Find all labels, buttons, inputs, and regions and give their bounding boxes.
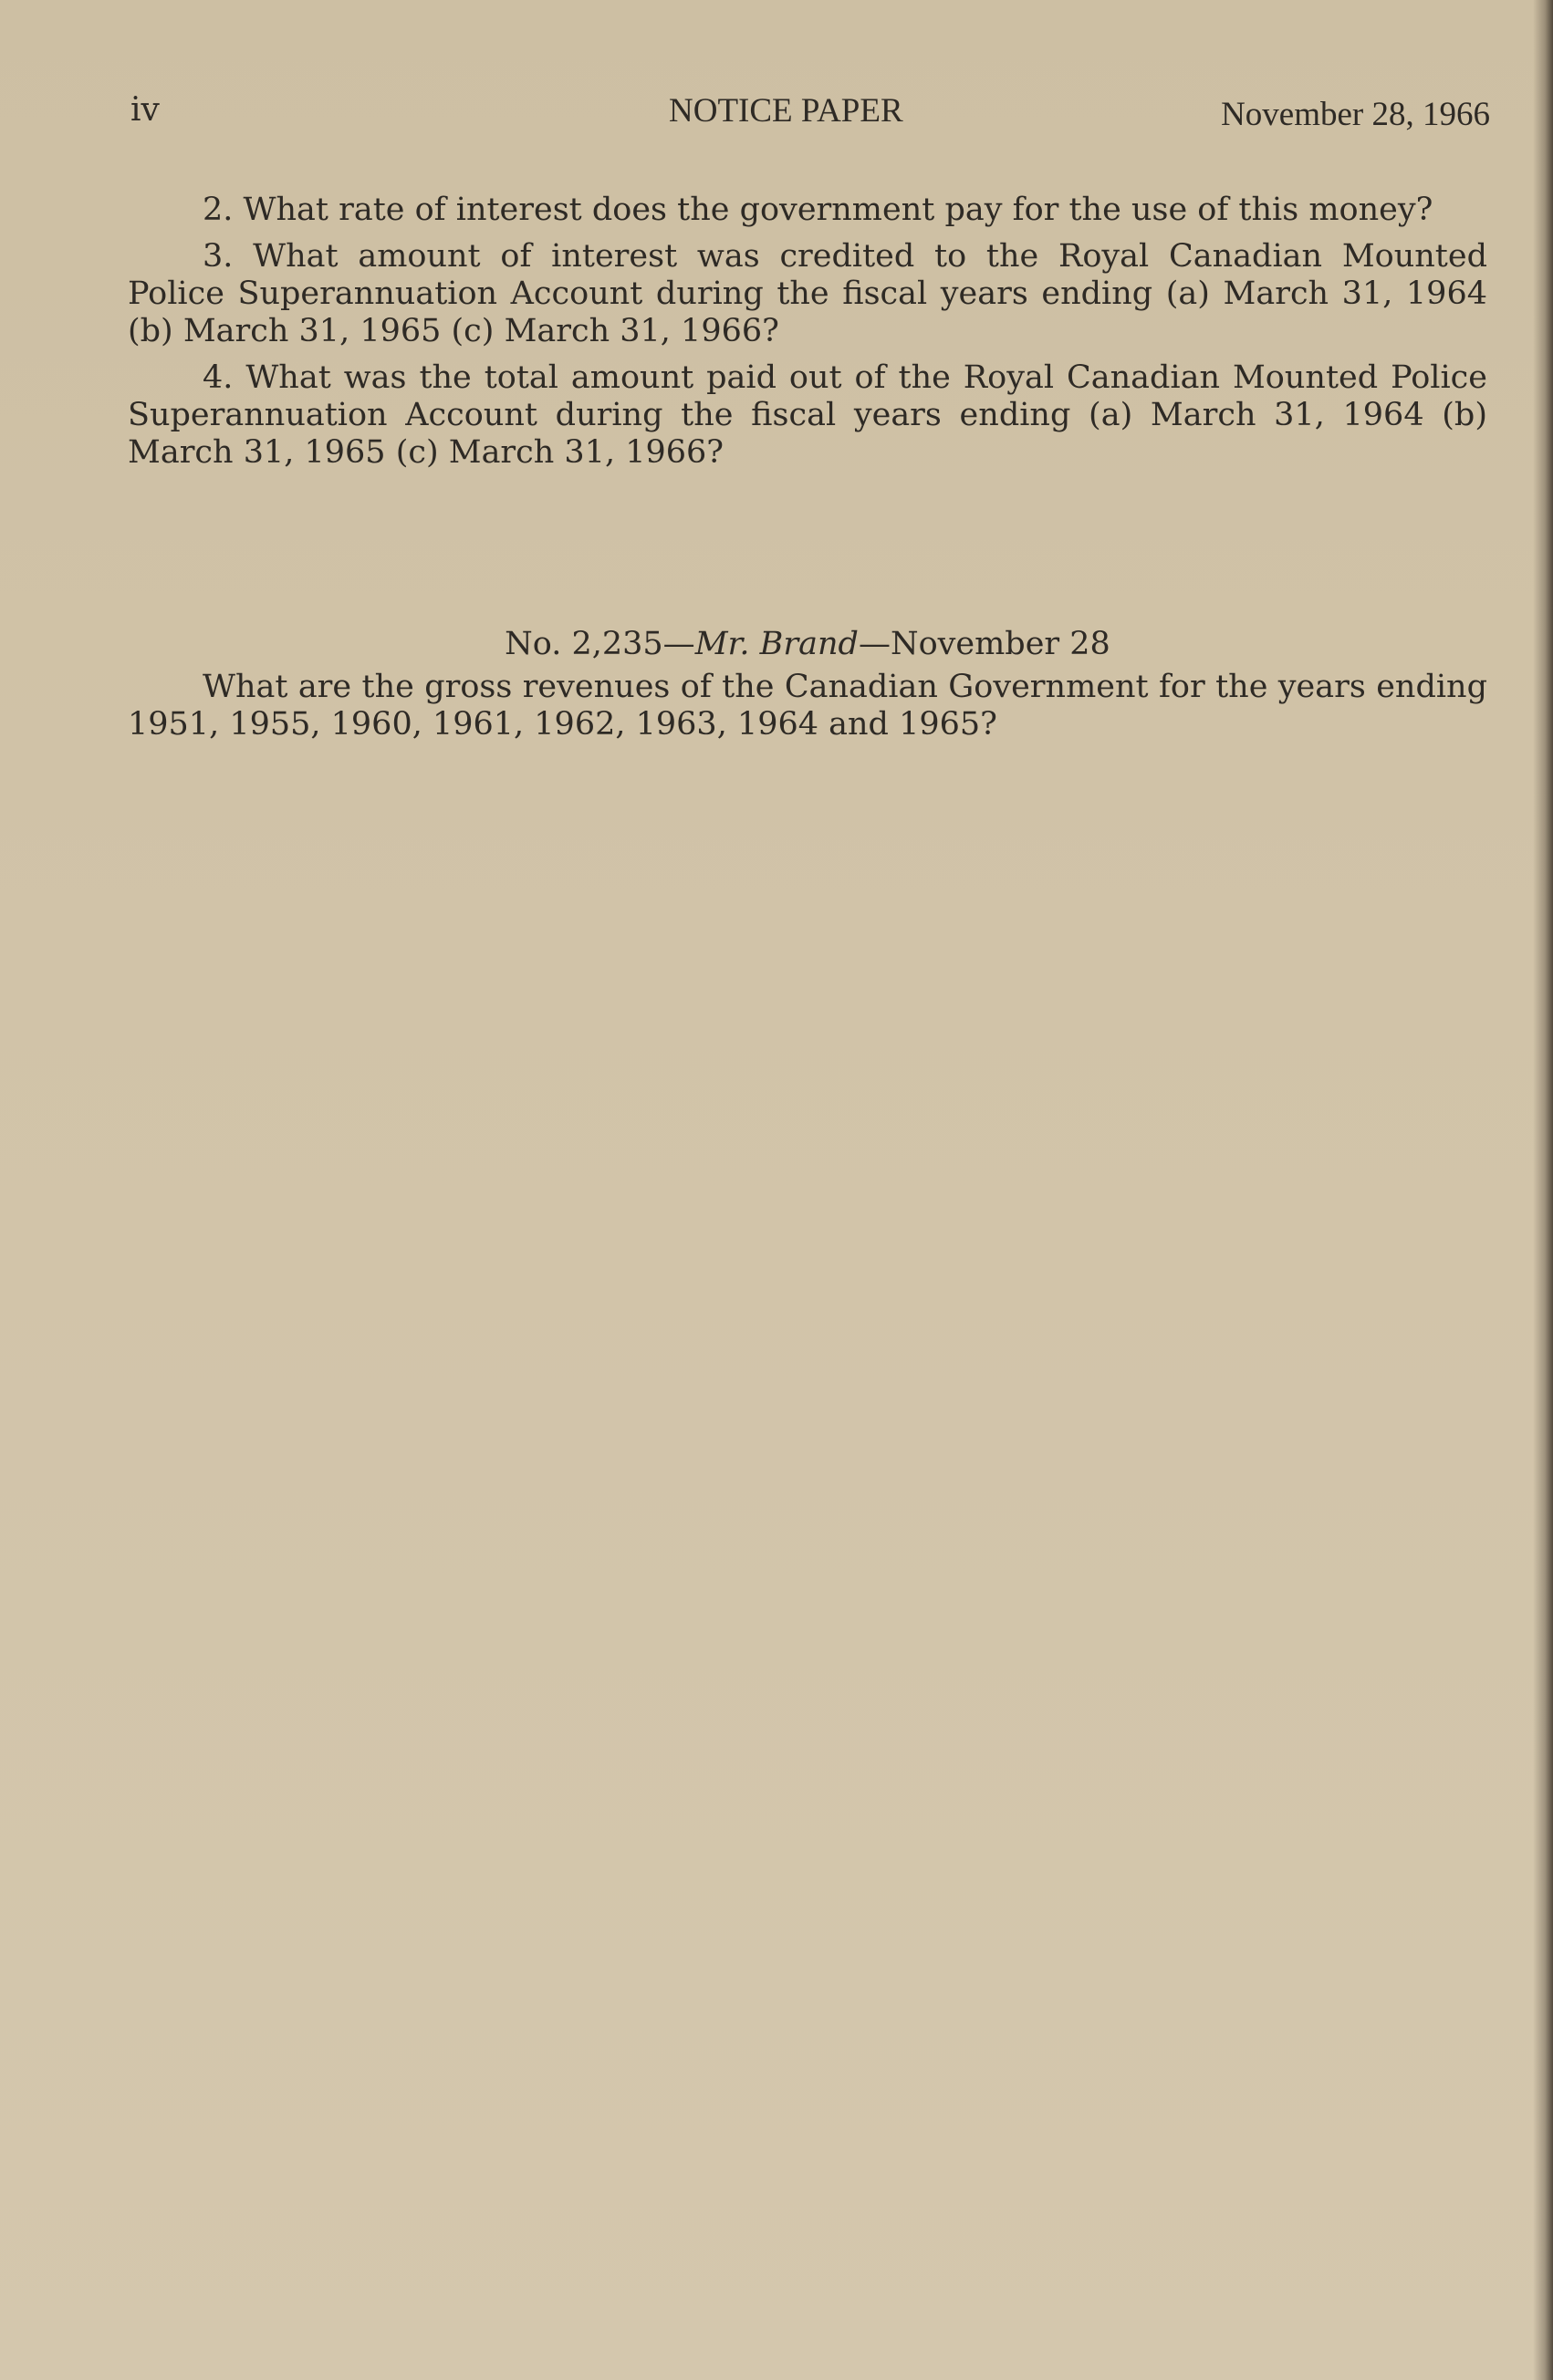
notice-heading: [128, 626, 1487, 663]
notice-2235: [128, 626, 1487, 753]
notice-member: Mr. Brand: [694, 626, 859, 662]
question-item: 2. What rate of interest does the government pay for the use of this money?: [203, 192, 1433, 228]
page-edge-shadow: [1533, 0, 1553, 2380]
question-item: 3. What amount of interest was credited to the Royal Canadian Mounted Police Superannuation Account during the fiscal years ending (a) March 31, 1964 (b) March 31, 1965 (c) March 31, 1966?: [128, 238, 1487, 349]
notice-question: What are the gross revenues of the Canadian Government for the years ending 1951, 1955, 1960, 1961, 1962, 1963, 1964 and 1965?: [128, 669, 1487, 743]
page-title: NOTICE PAPER: [669, 92, 903, 130]
page-number: iv: [130, 91, 160, 129]
continued-questions: [128, 192, 1487, 481]
notice-date: —November 28: [858, 626, 1110, 662]
notice-number: No. 2,235—: [505, 626, 695, 662]
page-header: [130, 91, 1490, 146]
question-item: 4. What was the total amount paid out of the Royal Canadian Mounted Police Superannuation Account during the fiscal years ending (a) March 31, 1964 (b) March 31, 1965 (c) March 31, 1966?: [128, 359, 1487, 471]
header-date: November 28, 1966: [1221, 96, 1490, 133]
